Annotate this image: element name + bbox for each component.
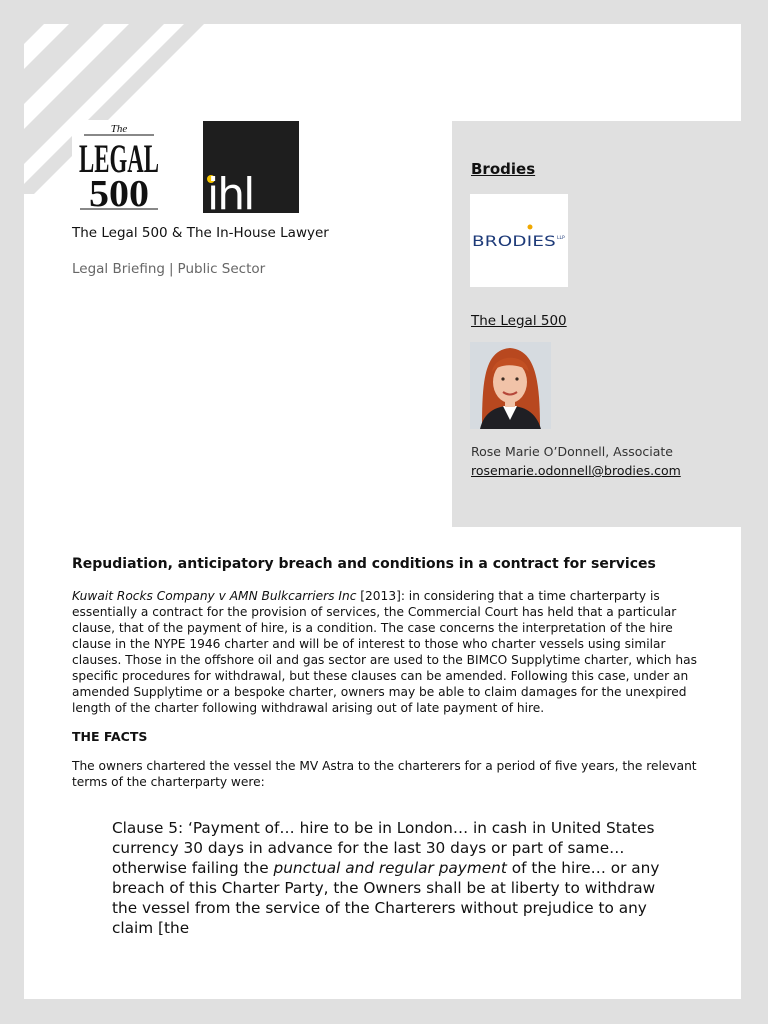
author-photo <box>470 342 551 429</box>
quote-text-end: of the hire… or any breach of this Charter Party, the Owners shall be at liberty to withdraw the vessel from the service of the Charterers without prejudice to any claim [the <box>112 859 660 937</box>
facts-heading: THE FACTS <box>72 729 148 744</box>
brodies-logo <box>470 194 568 287</box>
case-name: Kuwait Rocks Company v AMN Bulkcarriers Inc <box>72 589 357 603</box>
clause-quote <box>112 818 672 938</box>
briefing-category <box>72 261 265 277</box>
logo-legal500-number: 500 <box>89 173 149 215</box>
legal-500-logo <box>72 120 166 215</box>
brodies-logo-suffix: LLP <box>557 236 565 241</box>
briefing-label: Legal Briefing <box>72 261 165 277</box>
article-intro <box>72 588 706 716</box>
article-title: Repudiation, anticipatory breach and conditions in a contract for services <box>72 556 656 572</box>
briefing-sector: Public Sector <box>177 261 266 277</box>
intro-text: [2013]: in considering that a time charterparty is essentially a contract for the provision of services, the Commercial Court has held that a particular clause, that of the payment of hire, is a condition. The case concerns the interpretation of the hire clause in the NYPE 1946 charter and will be of interest to those who charter vessels using similar clauses. Those in the offshore oil and gas sector are used to the BIMCO Supplytime charter, which has specific procedures for withdrawal, but these clauses can be amended. Following this case, under an amended Supplytime or a bespoke charter, owners may be able to claim damages for the unexpired length of the charter following withdrawal arising out of late payment of hire. <box>72 589 697 715</box>
author-sidebar <box>452 121 741 527</box>
logo-ihl-text: ihl <box>207 169 254 220</box>
brodies-logo-text: BRODIES <box>472 234 556 250</box>
briefing-separator: | <box>168 261 174 277</box>
author-name: Rose Marie O’Donnell, Associate <box>471 444 674 459</box>
article-body <box>72 554 706 790</box>
document-page <box>24 24 741 999</box>
author-email-link[interactable]: rosemarie.odonnell@brodies.com <box>471 463 681 478</box>
logo-legal500-the: The <box>110 123 128 135</box>
logo-legal500-legal: LEGAL <box>79 136 159 181</box>
facts-paragraph: The owners chartered the vessel the MV Astra to the charterers for a period of five years, the relevant terms of the charterparty were: <box>72 759 697 789</box>
publication-title: The Legal 500 & The In-House Lawyer <box>72 225 329 241</box>
ihl-logo <box>203 121 299 220</box>
firm-name-link[interactable]: Brodies <box>471 160 536 178</box>
quote-text-start: Clause 5: ‘Payment of… hire to be in London… in cash in United States currency 30 days in advance for the last 30 days or part of same… otherwise failing the <box>112 819 655 877</box>
legal-500-link[interactable]: The Legal 500 <box>471 313 567 329</box>
quote-emphasis: punctual and regular payment <box>273 859 507 877</box>
